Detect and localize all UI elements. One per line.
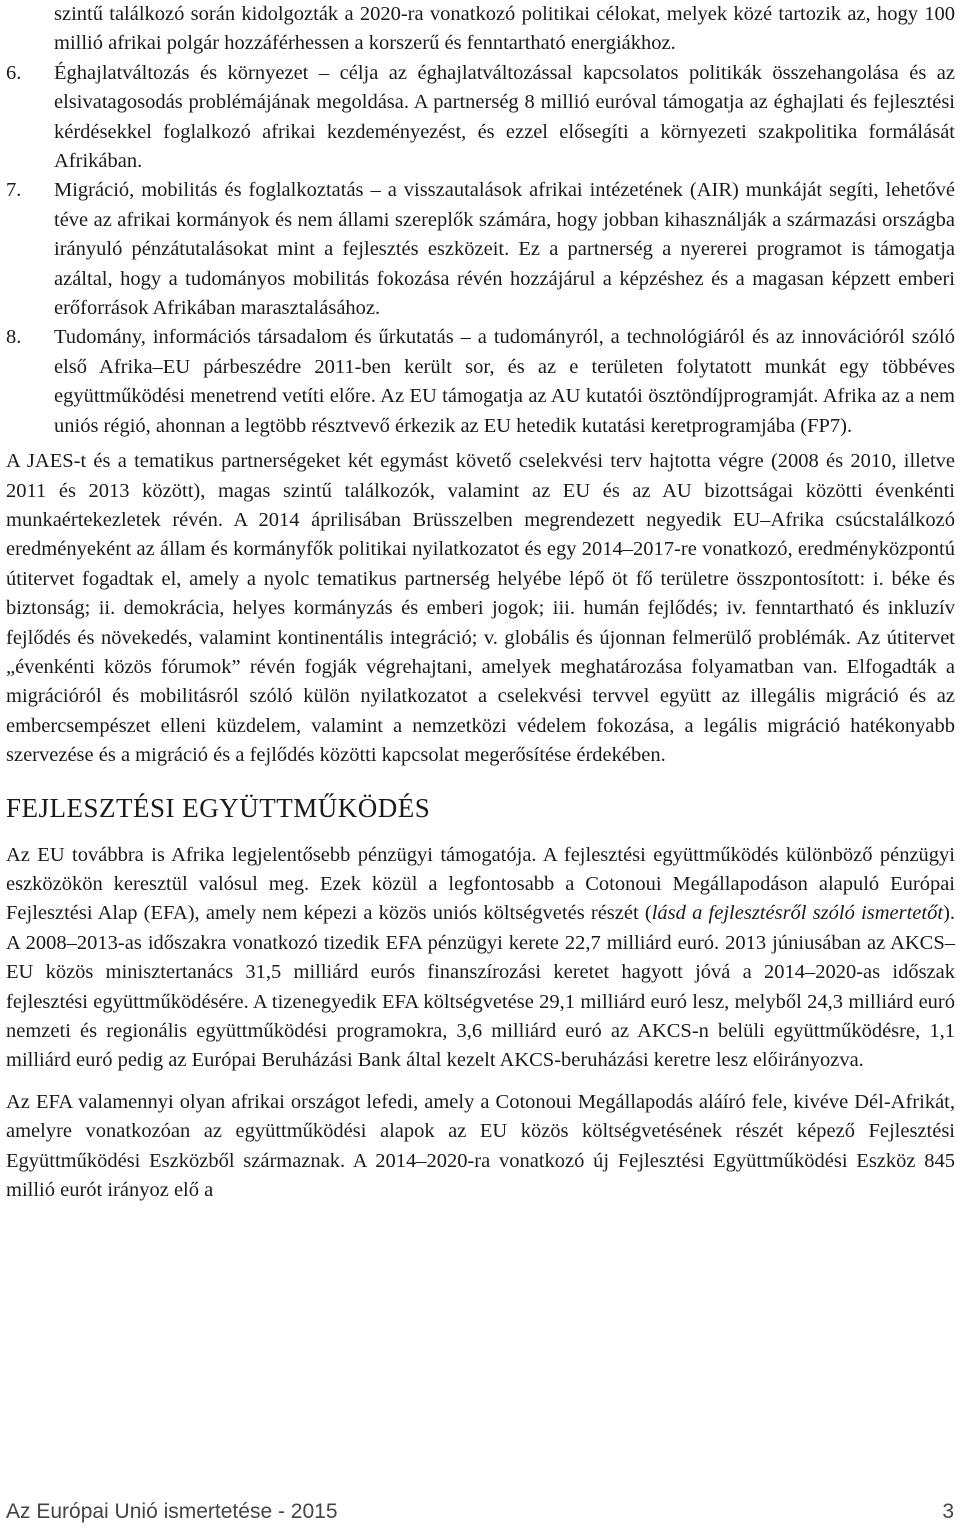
list-item-number: 8. <box>6 326 22 349</box>
paragraph-development-cooperation <box>6 841 955 1076</box>
list-item-text: Migráció, mobilitás és foglalkoztatás – a visszautalások afrikai intézetének (AIR) munkáját segíti, lehetővé téve az afrikai kormányok és nem állami szereplők számára, hogy jobban kihasználják a származási országba irányuló pénzátutalásokat mint a fejlesztés eszközeit. Ez a partnerség a nyererei programot is támogatja azáltal, hogy a tudományos mobilitás fokozása révén hozzájárul a képzéshez és a magasan képzett emberi erőforrások Afrikában marasztalásához. <box>54 179 955 320</box>
list-item-number: 7. <box>6 179 22 202</box>
list-item-8 <box>6 323 955 441</box>
paragraph-efa: Az EFA valamennyi olyan afrikai országot lefedi, amely a Cotonoui Megállapodás aláíró fele, kivéve Dél-Afrikát, amelyre vonatkozóan az együttműködési alapok az EU közös költségvetésének részét képező Fejlesztési Együttműködési Eszközből származnak. A 2014–2020-ra vonatkozó új Fejlesztési Együttműködési Eszköz 845 millió eurót irányoz elő a <box>6 1090 955 1202</box>
paragraph-text: ). A 2008–2013-as időszakra vonatkozó tizedik EFA pénzügyi kerete 22,7 milliárd euró. 2013 júniusában az AKCS–EU közös minisztertanács 31,5 milliárd eurós finanszírozási keretet hagyott jóvá a 2014–2020-as időszak fejlesztési együttműködésére. A tizenegyedik EFA költségvetése 29,1 milliárd euró lesz, melyből 24,3 milliárd euró nemzeti és regionális együttműködési programokra, 3,6 milliárd euró az AKCS-n belüli együttműködésre, 1,1 milliárd euró pedig az Európai Beruházási Bank által kezelt AKCS-beruházási keretre lesz előirányozva. <box>6 902 956 1072</box>
document-page <box>6 0 955 1205</box>
list-item-7 <box>6 176 955 323</box>
list-item-number: 6. <box>6 61 22 84</box>
list-item-text: Tudomány, információs társadalom és űrkutatás – a tudományról, a technológiáról és az innovációról szóló első Afrika–EU párbeszédre 2011-ben került sor, és az e területen folytatott munkát egy többéves együttműködési menetrend vetíti előre. Az EU támogatja az AU kutatói ösztöndíjprogramját. Afrika az a nem uniós régió, ahonnan a legtöbb résztvevő érkezik az EU hetedik kutatási keretprogramjába (FP7). <box>54 326 955 437</box>
list-item-6 <box>6 59 955 177</box>
paragraph-text: Az EU továbbra is Afrika legjelentősebb pénzügyi támogatója. A fejlesztési együttműködés különböző pénzügyi eszközökön keresztül valósul meg. Ezek közül a legfontosabb a Cotonoui Megállapodáson alapuló Európai Fejlesztési Alap (EFA), amely nem képezi a közös uniós költségvetés részét ( <box>6 843 955 925</box>
footer-title: Az Európai Unió ismertetése - 2015 <box>6 1500 338 1524</box>
list-item-text: szintű találkozó során kidolgozták a 2020-ra vonatkozó politikai célokat, melyek közé tartozik az, hogy 100 millió afrikai polgár hozzáférhessen a korszerű és fenntartható energiákhoz. <box>54 3 955 55</box>
page-number: 3 <box>942 1500 954 1524</box>
page-footer <box>6 1497 954 1527</box>
paragraph-jaes: A JAES-t és a tematikus partnerségeket két egymást követő cselekvési terv hajtotta végre (2008 és 2010, illetve 2011 és 2013 között), magas szintű találkozók, valamint az EU és az AU bizottságai közötti évenkénti munkaértekezletek révén. A 2014 áprilisában Brüsszelben megrendezett negyedik EU–Afrika csúcstalálkozó eredményeként az állam és kormányfők politikai nyilatkozatot és egy 2014–2017-re vonatkozó, eredményközpontú útitervet fogadtak el, amely a nyolc tematikus partnerség helyébe lépő öt fő területre összpontosított: i. béke és biztonság; ii. demokrácia, helyes kormányzás és emberi jogok; iii. humán fejlődés; iv. fenntartható és inkluzív fejlődés és növekedés, valamint kontinentális integráció; v. globális és újonnan felmerülő problémák. Az útitervet „évenkénti közös fórumok” révén fogják végrehajtani, amelyek meghatározása folyamatban van. Elfogadták a migrációról és mobilitásról szóló külön nyilatkozatot a cselekvési tervvel együtt az illegális migráció és az embercsempészet elleni küzdelem, valamint a nemzetközi védelem fokozása, a legális migráció hatékonyabb szervezése és a migráció és a fejlődés közötti kapcsolat megerősítése érdekében. <box>6 450 955 767</box>
list-item-text: Éghajlatváltozás és környezet – célja az éghajlatváltozással kapcsolatos politikák összehangolása és az elsivatagosodás problémájának megoldása. A partnerség 8 millió euróval támogatja az éghajlati és fejlesztési kérdésekkel foglalkozó afrikai kezdeményezést, és ezzel elősegíti a környezeti szakpolitika formálását Afrikában. <box>54 61 955 173</box>
cross-reference-link-text: lásd a fejlesztésről szóló ismertetőt <box>651 902 944 925</box>
list-item-continuation <box>54 0 955 59</box>
section-heading: FEJLESZTÉSI EGYÜTTMŰKÖDÉS <box>6 792 431 823</box>
